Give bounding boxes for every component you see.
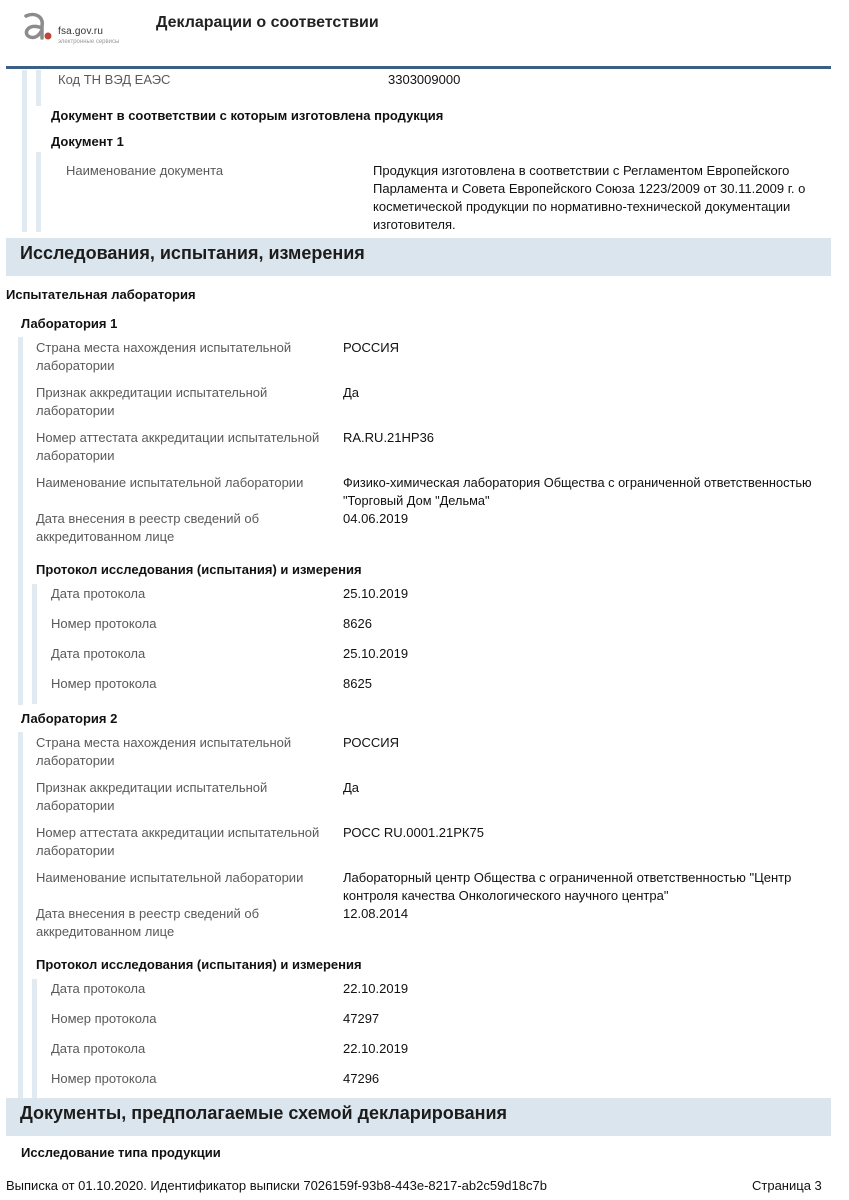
protocol-date-label: Дата протокола xyxy=(51,1041,146,1056)
protocol-number-value: 47297 xyxy=(343,1011,380,1026)
footer-page-number: Страница 3 xyxy=(752,1178,822,1193)
protocol-guide xyxy=(32,979,37,1099)
documents-section-header xyxy=(6,1098,831,1136)
lab-registry-date-value: 04.06.2019 xyxy=(343,511,409,526)
documents-section-title: Документы, предполагаемые схемой декларирования xyxy=(20,1103,508,1123)
lab-registry-date-label: Дата внесения в реестр сведений об аккредитованном лице xyxy=(36,906,260,939)
document-section-title: Документ в соответствии с которым изготовлена продукция xyxy=(51,108,444,123)
document-name-value: Продукция изготовлена в соответствии с Регламентом Европейского Парламента и Совета Европейского Союза 1223/2009 от 30.11.2009 г. о косметической продукции по нормативно-технической документации изготовителя. xyxy=(373,163,806,232)
testing-lab-title: Испытательная лаборатория xyxy=(6,287,196,302)
fsa-logo-icon xyxy=(18,12,52,42)
field-guide xyxy=(36,152,41,232)
protocol-number-label: Номер протокола xyxy=(51,676,157,691)
lab-guide xyxy=(18,337,23,705)
protocol-title: Протокол исследования (испытания) и измерения xyxy=(36,562,362,577)
protocol-date-value: 25.10.2019 xyxy=(343,586,409,601)
lab-certificate-label: Номер аттестата аккредитации испытательной лаборатории xyxy=(36,825,320,858)
protocol-number-label: Номер протокола xyxy=(51,1011,157,1026)
lab-certificate-label: Номер аттестата аккредитации испытательной лаборатории xyxy=(36,430,320,463)
tnved-value: 3303009000 xyxy=(388,72,461,87)
lab-accreditation-label: Признак аккредитации испытательной лаборатории xyxy=(36,780,268,813)
header-divider xyxy=(6,66,831,69)
lab-registry-date-value: 12.08.2014 xyxy=(343,906,409,921)
protocol-number-label: Номер протокола xyxy=(51,1071,157,1086)
logo-subtitle: электронные сервисы xyxy=(58,39,120,45)
lab-accreditation-value: Да xyxy=(343,780,360,795)
logo-domain: fsa.gov.ru xyxy=(58,26,104,37)
protocol-date-label: Дата протокола xyxy=(51,586,146,601)
protocol-guide xyxy=(32,584,37,704)
protocol-number-value: 8625 xyxy=(343,676,372,691)
lab-country-value: РОССИЯ xyxy=(343,735,400,750)
lab-country-label: Страна места нахождения испытательной лаборатории xyxy=(36,340,292,373)
protocol-number-label: Номер протокола xyxy=(51,616,157,631)
footer-extract-info: Выписка от 01.10.2020. Идентификатор выписки 7026159f-93b8-443e-8217-ab2c59d18c7b xyxy=(6,1178,547,1193)
lab-1-title: Лаборатория 1 xyxy=(21,316,118,331)
protocol-number-value: 47296 xyxy=(343,1071,380,1086)
lab-name-value: Лабораторный центр Общества с ограниченной ответственностью "Центр контроля качества Онкологического научного центра" xyxy=(343,870,792,903)
lab-guide xyxy=(18,732,23,1100)
protocol-date-label: Дата протокола xyxy=(51,981,146,996)
product-type-study-title: Исследование типа продукции xyxy=(21,1145,221,1160)
tnved-label: Код ТН ВЭД ЕАЭС xyxy=(58,72,171,87)
section-guide xyxy=(22,70,27,232)
lab-2-title: Лаборатория 2 xyxy=(21,711,118,726)
lab-country-value: РОССИЯ xyxy=(343,340,400,355)
protocol-title: Протокол исследования (испытания) и измерения xyxy=(36,957,362,972)
research-section-header xyxy=(6,238,831,276)
research-section-title: Исследования, испытания, измерения xyxy=(20,243,365,263)
lab-country-label: Страна места нахождения испытательной лаборатории xyxy=(36,735,292,768)
protocol-date-value: 25.10.2019 xyxy=(343,646,409,661)
lab-name-label: Наименование испытательной лаборатории xyxy=(36,870,304,885)
lab-name-value: Физико-химическая лаборатория Общества с ограниченной ответственностью "Торговый Дом "Дельма" xyxy=(343,475,812,508)
lab-accreditation-value: Да xyxy=(343,385,360,400)
page-title: Декларации о соответствии xyxy=(156,14,379,31)
protocol-date-label: Дата протокола xyxy=(51,646,146,661)
protocol-date-value: 22.10.2019 xyxy=(343,981,409,996)
lab-certificate-value: РОСС RU.0001.21РК75 xyxy=(343,825,484,840)
field-guide xyxy=(36,70,41,106)
document-name-label: Наименование документа xyxy=(66,163,224,178)
lab-registry-date-label: Дата внесения в реестр сведений об аккредитованном лице xyxy=(36,511,260,544)
protocol-date-value: 22.10.2019 xyxy=(343,1041,409,1056)
lab-accreditation-label: Признак аккредитации испытательной лаборатории xyxy=(36,385,268,418)
document-1-title: Документ 1 xyxy=(51,134,124,149)
protocol-number-value: 8626 xyxy=(343,616,372,631)
lab-name-label: Наименование испытательной лаборатории xyxy=(36,475,304,490)
lab-certificate-value: RA.RU.21НР36 xyxy=(343,430,435,445)
